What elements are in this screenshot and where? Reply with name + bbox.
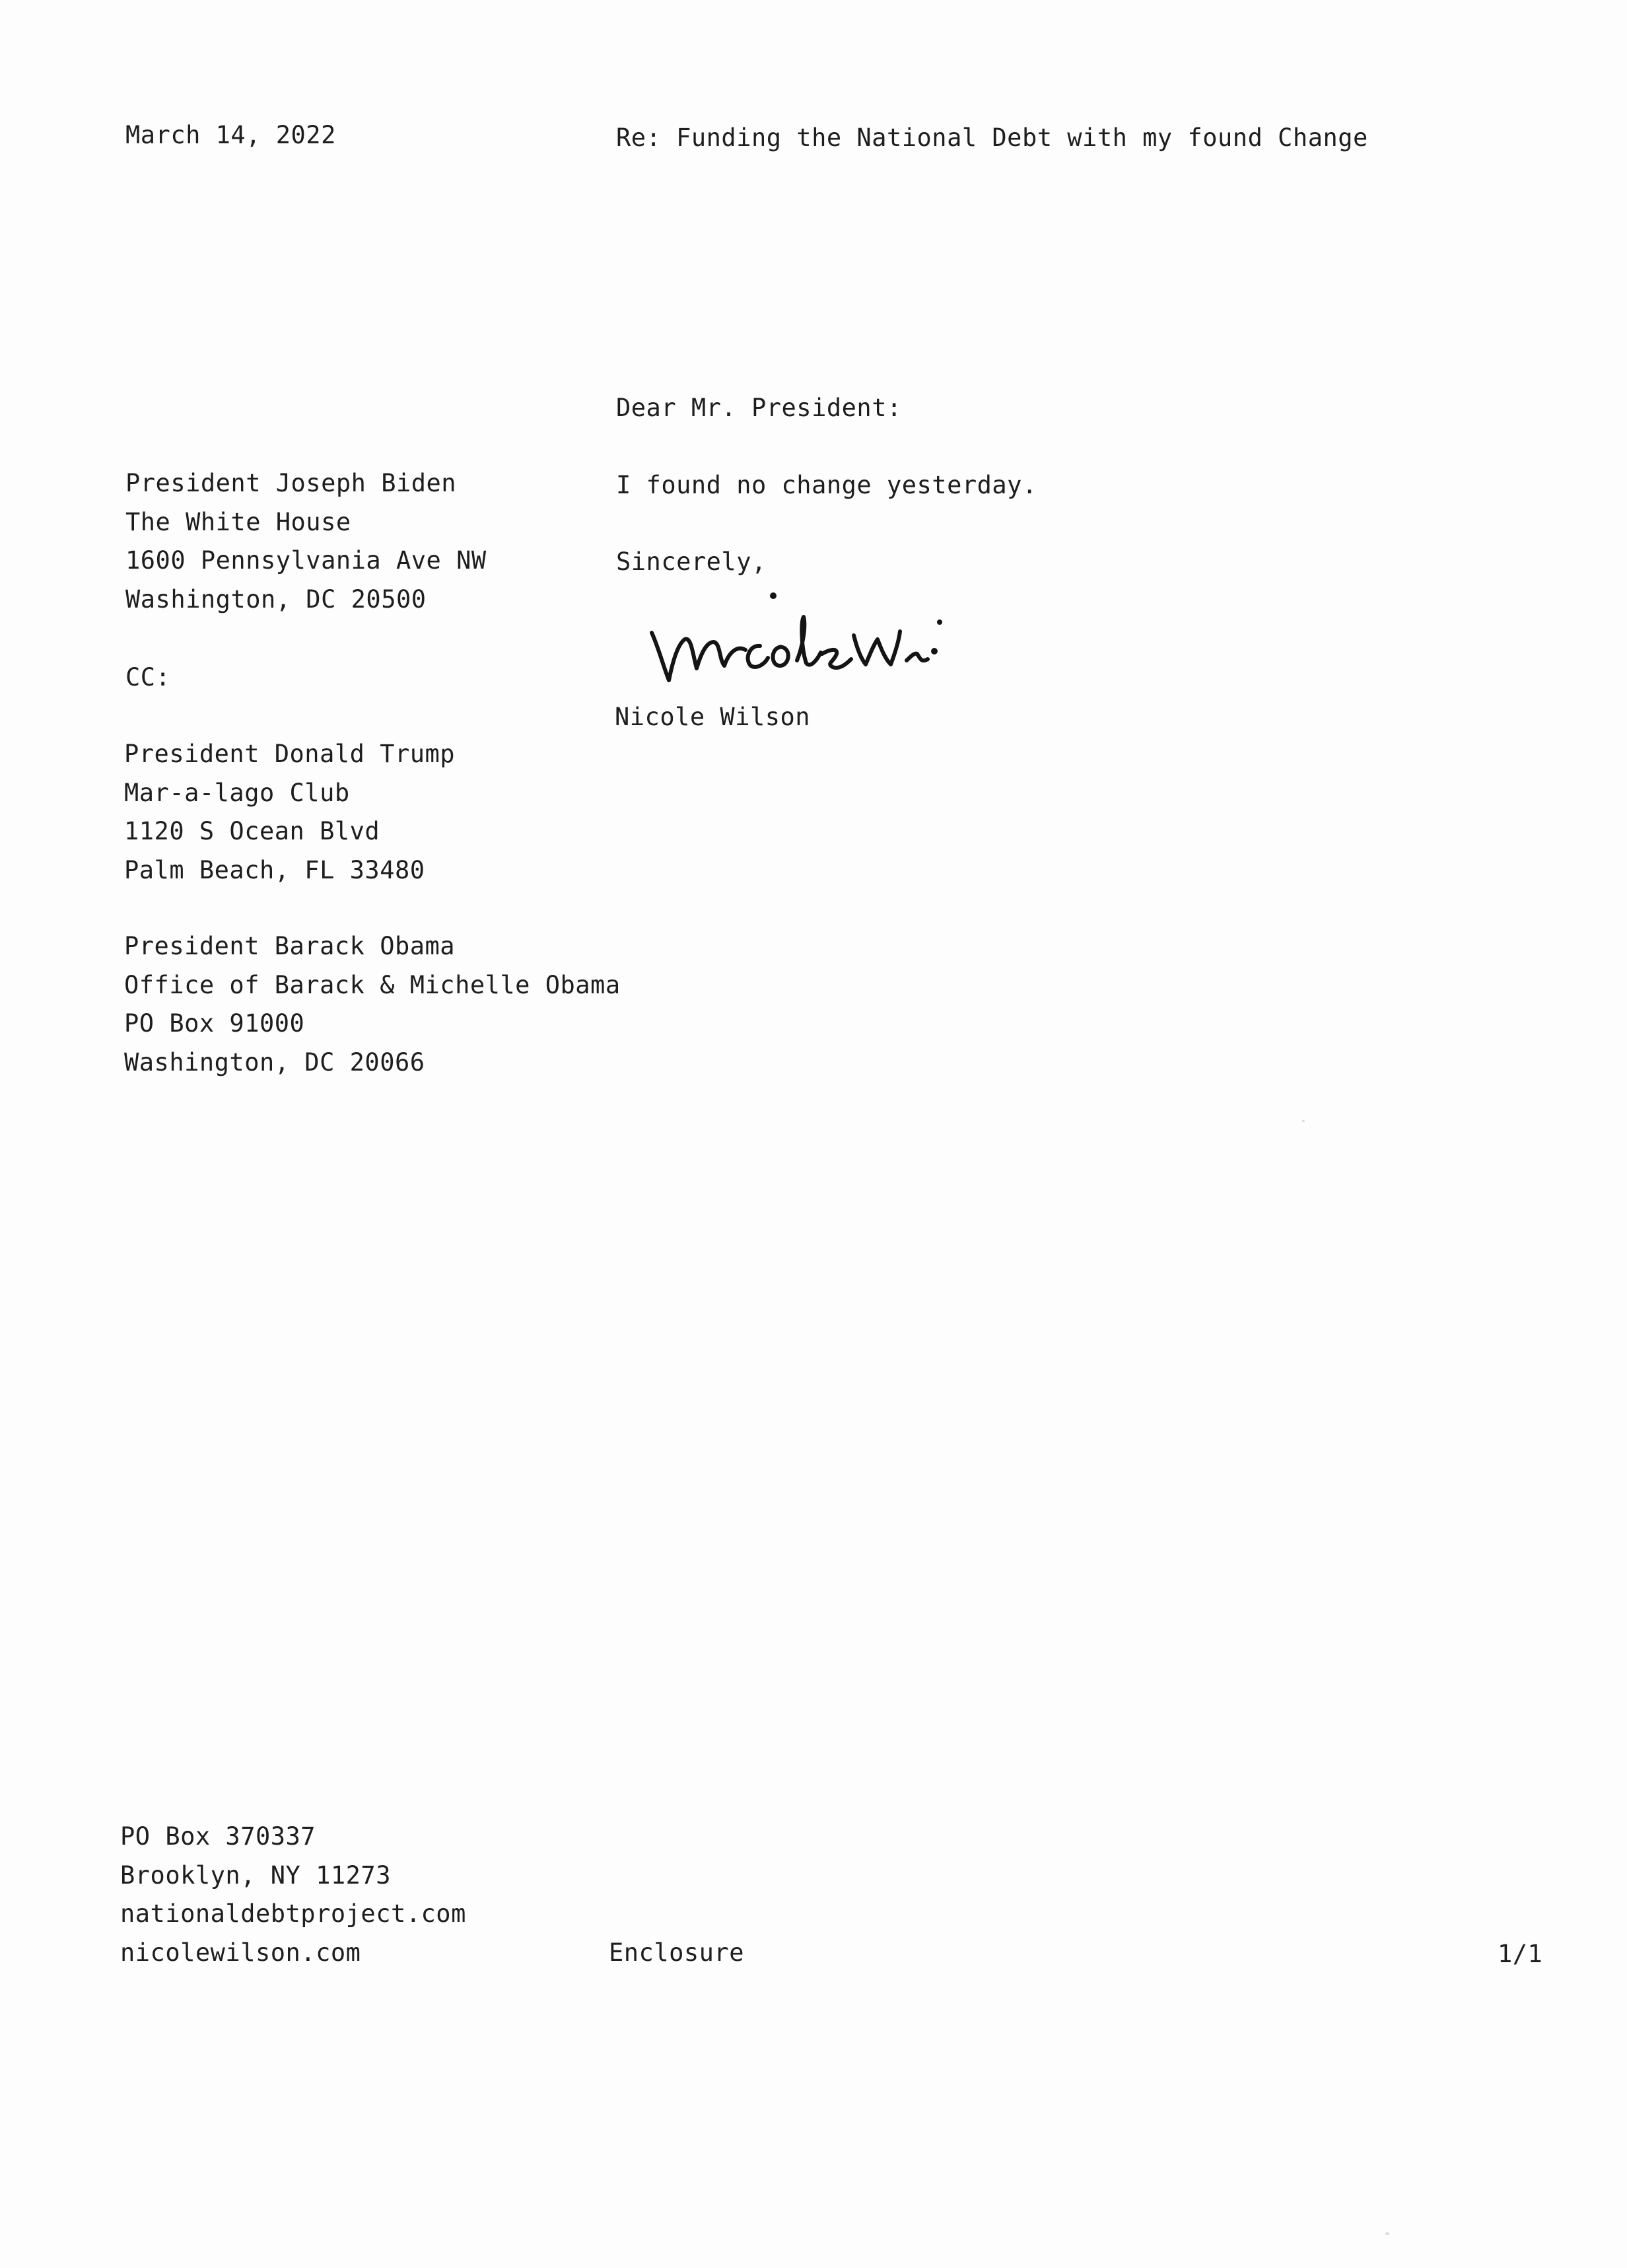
signer-name: Nicole Wilson	[615, 703, 811, 731]
letter-body: I found no change yesterday.	[616, 471, 1037, 499]
cc-address-line: Mar-a-lago Club	[124, 778, 350, 807]
sender-website: nationaldebtproject.com	[120, 1899, 466, 1928]
cc-address-line: 1120 S Ocean Blvd	[124, 817, 380, 845]
cc-address-line: Washington, DC 20066	[124, 1047, 425, 1077]
page-number: 1/1	[1498, 1940, 1543, 1968]
cc-recipient-name: President Donald Trump	[124, 740, 456, 768]
sender-website: nicolewilson.com	[120, 1938, 361, 1967]
sender-address-line: PO Box 370337	[120, 1822, 316, 1851]
salutation: Dear Mr. President:	[616, 394, 902, 422]
cc-recipient-obama	[124, 927, 621, 1082]
recipient-address	[125, 464, 487, 619]
paper-speck	[1302, 1120, 1305, 1122]
subject-line: Re: Funding the National Debt with my found Change	[616, 124, 1368, 152]
cc-label: CC:	[125, 663, 171, 691]
paper-speck	[1385, 2232, 1389, 2235]
sender-address-line: Brooklyn, NY 11273	[120, 1860, 391, 1890]
recipient-address-line: Washington, DC 20500	[125, 585, 427, 614]
handwritten-signature	[644, 581, 987, 693]
cc-recipient-name: President Barack Obama	[124, 932, 456, 960]
cc-recipient-trump	[124, 735, 455, 890]
enclosure-note: Enclosure	[609, 1938, 744, 1967]
letter-date: March 14, 2022	[125, 121, 336, 149]
recipient-address-line: 1600 Pennsylvania Ave NW	[125, 546, 487, 575]
sender-address-footer	[120, 1818, 466, 1972]
cc-address-line: PO Box 91000	[124, 1009, 305, 1038]
closing: Sincerely,	[616, 548, 767, 576]
cc-address-line: Office of Barack & Michelle Obama	[124, 970, 621, 999]
recipient-name: President Joseph Biden	[125, 469, 457, 497]
cc-address-line: Palm Beach, FL 33480	[124, 855, 425, 884]
recipient-address-line: The White House	[125, 507, 351, 536]
